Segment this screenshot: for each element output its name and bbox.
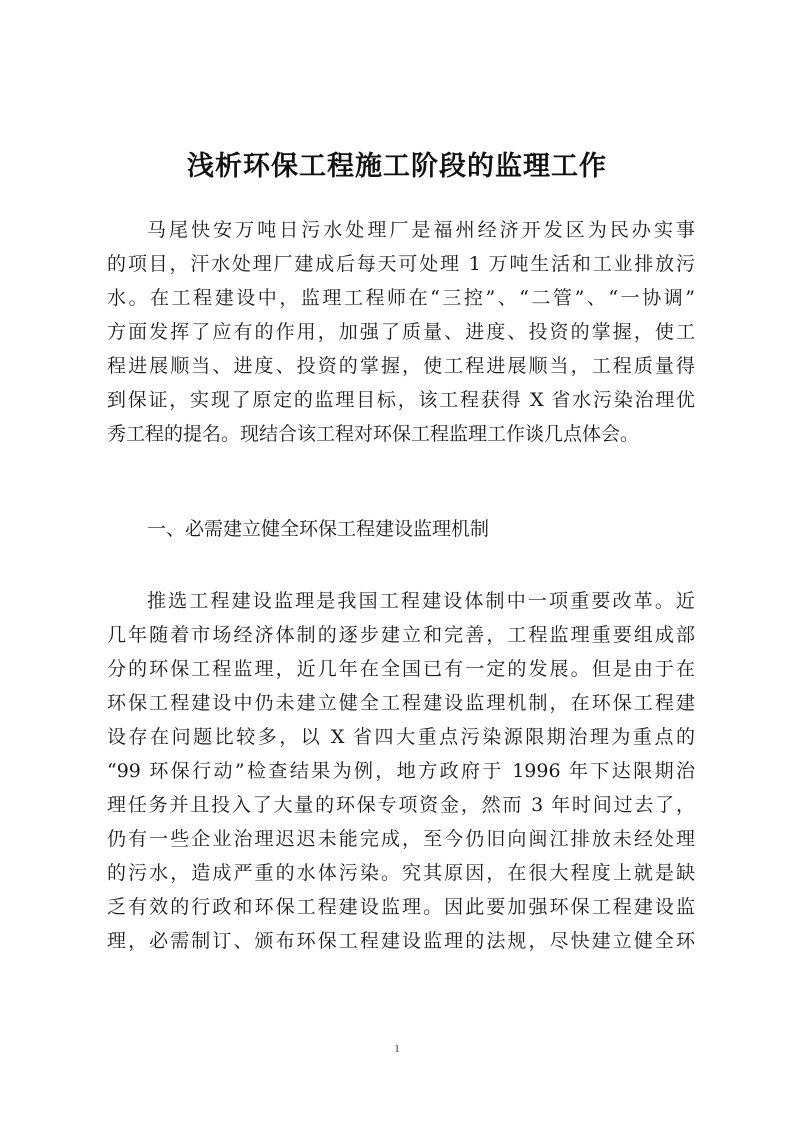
paragraph-line: 理任务并且投入了大量的环保专项资金，然而 3 年时间过去了， <box>107 794 695 816</box>
paragraph-line: “99 环保行动”检查结果为例，地方政府于 1996 年下达限期治 <box>107 760 695 782</box>
page-number: 1 <box>394 1043 400 1055</box>
paragraph-line: 的污水，造成严重的水体污染。究其原因，在很大程度上就是缺 <box>107 862 695 884</box>
paragraph-line: 到保证，实现了原定的监理目标，该工程获得 X 省水污染治理优 <box>107 389 695 411</box>
paragraph-line: 方面发挥了应有的作用，加强了质量、进度、投资的掌握，使工 <box>107 321 695 343</box>
paragraph-line: 的项目，汗水处理厂建成后每天可处理 1 万吨生活和工业排放污 <box>107 253 695 275</box>
section-heading: 一、必需建立健全环保工程建设监理机制 <box>147 518 490 540</box>
paragraph-line: 程进展顺当、进度、投资的掌握，使工程进展顺当，工程质量得 <box>107 355 695 377</box>
paragraph-line: 设存在问题比较多，以 X 省四大重点污染源限期治理为重点的 <box>107 726 695 748</box>
paragraph-line: 仍有一些企业治理迟迟未能完成，至今仍旧向闽江排放未经处理 <box>107 828 695 850</box>
paragraph-line: 几年随着市场经济体制的逐步建立和完善，工程监理重要组成部 <box>107 624 695 646</box>
paragraph-line: 乏有效的行政和环保工程建设监理。因此要加强环保工程建设监 <box>107 896 695 918</box>
paragraph-line: 环保工程建设中仍未建立健全工程建设监理机制，在环保工程建 <box>107 692 695 714</box>
paragraph-line: 马尾快安万吨日污水处理厂是福州经济开发区为民办实事 <box>147 219 695 241</box>
paragraph-line: 秀工程的提名。现结合该工程对环保工程监理工作谈几点体会。 <box>107 423 640 445</box>
paragraph-line: 理，必需制订、颁布环保工程建设监理的法规，尽快建立健全环 <box>107 930 695 952</box>
paragraph-line: 分的环保工程监理，近几年在全国已有一定的发展。但是由于在 <box>107 658 695 680</box>
paragraph-line: 水。在工程建设中，监理工程师在“三控”、“二管”、“一协调” <box>107 287 695 309</box>
document-title: 浅析环保工程施工阶段的监理工作 <box>187 151 607 182</box>
paragraph-line: 推选工程建设监理是我国工程建设体制中一项重要改革。近 <box>147 590 695 612</box>
